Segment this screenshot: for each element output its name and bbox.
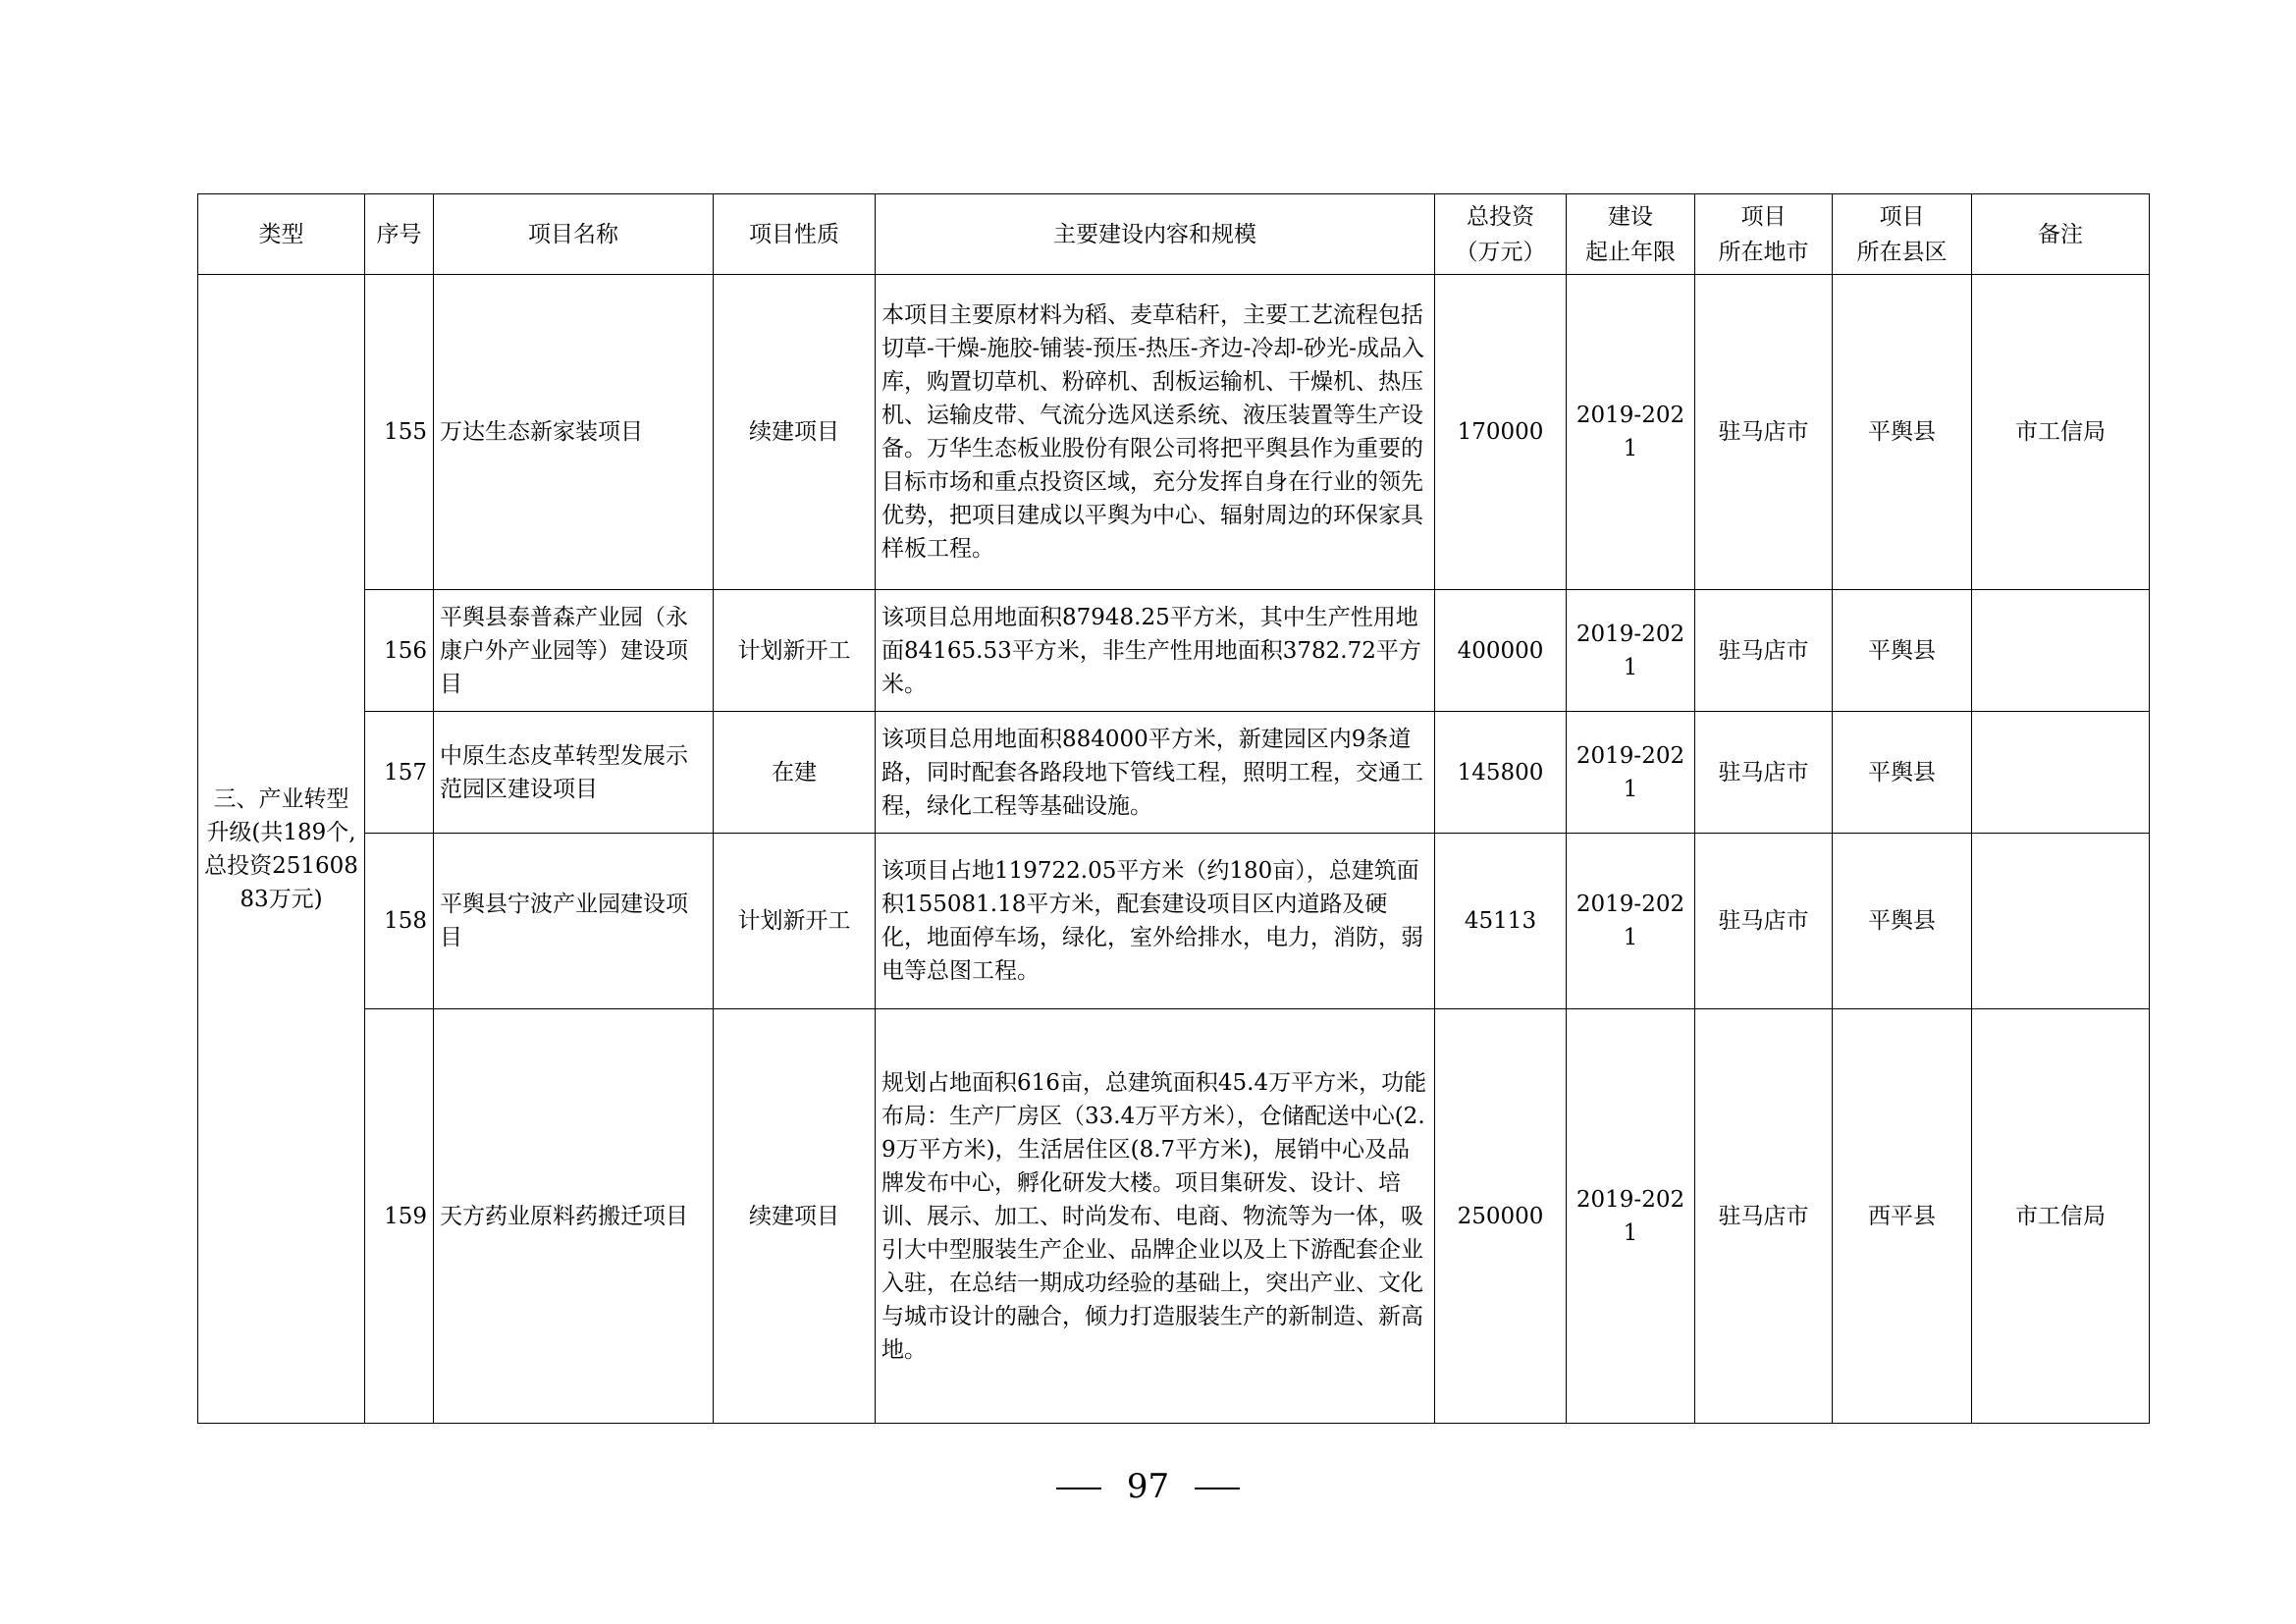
row-remark [1972, 712, 2150, 834]
header-type: 类型 [198, 194, 365, 275]
row-content: 该项目总用地面积884000平方米，新建园区内9条道路，同时配套各路段地下管线工程，照明工程，交通工程，绿化工程等基础设施。 [876, 712, 1435, 834]
row-city: 驻马店市 [1695, 834, 1833, 1009]
row-project-name: 中原生态皮革转型发展示范园区建设项目 [434, 712, 714, 834]
header-city-line1: 项目 [1740, 203, 1787, 230]
row-city: 驻马店市 [1695, 590, 1833, 712]
header-period-line1: 建设 [1608, 203, 1653, 230]
row-investment: 400000 [1435, 590, 1567, 712]
header-county-line2: 所在县区 [1856, 239, 1948, 265]
row-investment: 250000 [1435, 1009, 1567, 1424]
header-seq: 序号 [365, 194, 434, 275]
row-seq: 157 [365, 712, 434, 834]
row-content: 该项目占地119722.05平方米（约180亩），总建筑面积155081.18平方米，配套建设项目区内道路及硬化，地面停车场，绿化，室外给排水，电力，消防，弱电等总图工程。 [876, 834, 1435, 1009]
table-row [198, 590, 2150, 712]
row-period: 2019-2021 [1567, 712, 1695, 834]
row-remark [1972, 834, 2150, 1009]
row-seq: 158 [365, 834, 434, 1009]
row-remark: 市工信局 [1972, 275, 2150, 590]
table-row [198, 1009, 2150, 1424]
row-county: 西平县 [1833, 1009, 1972, 1424]
row-county: 平舆县 [1833, 275, 1972, 590]
table-row [198, 834, 2150, 1009]
row-nature: 续建项目 [714, 1009, 876, 1424]
page-number: 97 [1126, 1467, 1170, 1506]
header-county-line1: 项目 [1879, 203, 1925, 230]
row-nature: 在建 [714, 712, 876, 834]
category-cell: 三、产业转型升级(共189个,总投资25160883万元) [198, 275, 365, 1424]
row-content: 本项目主要原材料为稻、麦草秸秆，主要工艺流程包括切草-干燥-施胶-铺装-预压-热压-齐边-冷却-砂光-成品入库，购置切草机、粉碎机、刮板运输机、干燥机、热压机、运输皮带、气流分选风送系统、液压装置等生产设备。万华生态板业股份有限公司将把平舆县作为重要的目标市场和重点投资区域，充分发挥自身在行业的领先优势，把项目建成以平舆为中心、辐射周边的环保家具样板工程。 [876, 275, 1435, 590]
row-period: 2019-2021 [1567, 275, 1695, 590]
row-investment: 170000 [1435, 275, 1567, 590]
table-row [198, 275, 2150, 590]
header-investment-line2: （万元） [1455, 239, 1546, 265]
row-period: 2019-2021 [1567, 834, 1695, 1009]
header-name: 项目名称 [434, 194, 714, 275]
header-period-line2: 起止年限 [1585, 239, 1676, 265]
row-nature: 续建项目 [714, 275, 876, 590]
row-project-name: 平舆县宁波产业园建设项目 [434, 834, 714, 1009]
header-content: 主要建设内容和规模 [876, 194, 1435, 275]
header-period [1567, 194, 1695, 275]
page-footer [0, 1467, 2296, 1506]
row-project-name: 天方药业原料药搬迁项目 [434, 1009, 714, 1424]
row-county: 平舆县 [1833, 834, 1972, 1009]
header-investment-line1: 总投资 [1467, 203, 1534, 230]
header-county [1833, 194, 1972, 275]
row-project-name: 万达生态新家装项目 [434, 275, 714, 590]
row-nature: 计划新开工 [714, 834, 876, 1009]
row-seq: 156 [365, 590, 434, 712]
row-project-name: 平舆县泰普森产业园（永康户外产业园等）建设项目 [434, 590, 714, 712]
row-seq: 155 [365, 275, 434, 590]
row-city: 驻马店市 [1695, 1009, 1833, 1424]
row-county: 平舆县 [1833, 590, 1972, 712]
header-investment [1435, 194, 1567, 275]
row-period: 2019-2021 [1567, 1009, 1695, 1424]
header-row [198, 194, 2150, 275]
header-nature: 项目性质 [714, 194, 876, 275]
row-nature: 计划新开工 [714, 590, 876, 712]
row-investment: 45113 [1435, 834, 1567, 1009]
footer-dash-left [1056, 1488, 1101, 1489]
row-period: 2019-2021 [1567, 590, 1695, 712]
header-city [1695, 194, 1833, 275]
header-remark: 备注 [1972, 194, 2150, 275]
row-city: 驻马店市 [1695, 275, 1833, 590]
row-content: 规划占地面积616亩，总建筑面积45.4万平方米，功能布局：生产厂房区（33.4万平方米），仓储配送中心(2.9万平方米)，生活居住区(8.7平方米)，展销中心及品牌发布中心，孵化研发大楼。项目集研发、设计、培训、展示、加工、时尚发布、电商、物流等为一体，吸引大中型服装生产企业、品牌企业以及上下游配套企业入驻，在总结一期成功经验的基础上，突出产业、文化与城市设计的融合，倾力打造服装生产的新制造、新高地。 [876, 1009, 1435, 1424]
project-table [197, 193, 2150, 1424]
footer-dash-right [1195, 1488, 1240, 1489]
row-remark [1972, 590, 2150, 712]
row-city: 驻马店市 [1695, 712, 1833, 834]
table-row [198, 712, 2150, 834]
row-seq: 159 [365, 1009, 434, 1424]
row-remark: 市工信局 [1972, 1009, 2150, 1424]
row-county: 平舆县 [1833, 712, 1972, 834]
row-content: 该项目总用地面积87948.25平方米，其中生产性用地面84165.53平方米，非生产性用地面积3782.72平方米。 [876, 590, 1435, 712]
row-investment: 145800 [1435, 712, 1567, 834]
header-city-line2: 所在地市 [1718, 239, 1809, 265]
